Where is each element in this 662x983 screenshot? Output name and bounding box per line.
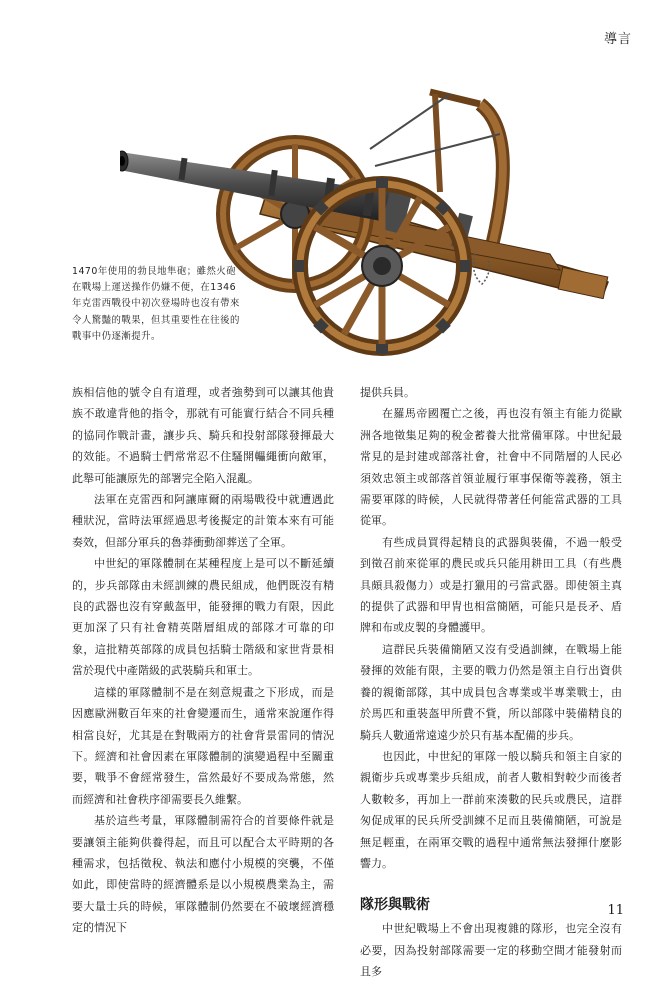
paragraph: 族相信他的號令自有道理，或者強勢到可以讓其他貴族不敢違背他的指令，那就有可能實行結合不同兵種的協同作戰計畫，讓步兵、騎兵和投射部隊發揮最大的效能。不過騎士們常常忍不住騷開轠繩衝向敵軍，此舉可能讓原先的部署完全陷入混亂。 xyxy=(72,386,334,485)
paragraph: 提供兵員。 xyxy=(360,386,415,399)
paragraph: 中世紀戰場上不會出現複雜的隊形，也完全沒有必要，因為投射部隊需要一定的移動空間才能發射而且多 xyxy=(360,922,622,979)
paragraph: 法軍在克雷西和阿讓庫爾的兩場戰役中就遭遇此種狀況，當時法軍經過思考後擬定的計策本來有可能奏效，但部分軍兵的魯莽衝動卻葬送了全軍。 xyxy=(72,493,334,549)
right-column xyxy=(360,382,622,983)
section-heading: 隊形與戰術 xyxy=(360,897,430,914)
page-number: 11 xyxy=(607,903,624,918)
paragraph: 這樣的軍隊體制不是在刻意規畫之下形成，而是因應歐洲數百年來的社會變遷而生，通常來說運作得相當良好，尤其是在對戰兩方的社會背景雷同的情況下。經濟和社會因素在軍隊體制的演變過程中至關重要，戰爭不會經常發生，當然最好不要成為常態，然而經濟和社會秩序卻需要長久維繫。 xyxy=(72,685,334,806)
paragraph: 中世紀的軍隊體制在某種程度上是可以不斷延續的，步兵部隊由未經訓練的農民組成，他們既沒有精良的武器也沒有穿戴盔甲，能發揮的戰力有限，因此更加深了只有社會精英階層組成的部隊才可靠的印象，這批精英部隊的成員包括騎士階級和家世背景相當於現代中產階級的武裝騎兵和軍士。 xyxy=(72,557,334,678)
paragraph: 這群民兵裝備簡陋又沒有受過訓練，在戰場上能發揮的效能有限，主要的戰力仍然是領主自行出資供養的親衛部隊，其中成員包含專業或半專業戰士，由於馬匹和重裝盔甲所費不貲，所以部隊中裝備精良的騎兵人數通常遠遠少於只有基本配備的步兵。 xyxy=(360,642,622,742)
paragraph: 在羅馬帝國覆亡之後，再也沒有領主有能力從歐洲各地徵集足夠的稅金蓄養大批常備軍隊。中世紀最常見的是封建或部落社會，社會中不同階層的人民必須效忠領主或部落首領並履行軍事保衛等義務，領主需要軍隊的時候，人民就得帶著任何能當武器的工具從軍。 xyxy=(360,407,622,528)
chapter-header: 導言 xyxy=(603,32,632,47)
figure-caption: 1470年使用的勃艮地隼砲；雖然火砲在戰場上運送操作仍嫌不便，在1346年克雷西戰役中初次登場時也沒有帶來令人驚豔的戰果，但其重要性在往後的戰事中仍逐漸提升。 xyxy=(72,266,240,342)
paragraph: 有些成員買得起精良的武器與裝備，不過一般受到徵召前來從軍的農民或兵只能用耕田工具（有些農具頗具殺傷力）或是打獵用的弓當武器。即使領主真的提供了武器和甲冑也相當簡陋，可能只是長矛、盾牌和布或皮製的身體護甲。 xyxy=(360,535,622,635)
paragraph: 也因此，中世紀的軍隊一般以騎兵和領主自家的親衛步兵或專業步兵組成，前者人數相對較少而後者人數較多，再加上一群前來湊數的民兵或農民，這群匆促成軍的民兵所受訓練不足而且裝備簡陋，可說是無足輕重，在兩軍交戰的過程中通常無法發揮什麼影響力。 xyxy=(360,749,622,870)
front-wheel xyxy=(294,178,470,354)
left-column xyxy=(72,382,334,939)
paragraph: 基於這些考量，軍隊體制需符合的首要條件就是要讓領主能夠供養得起，而且可以配合太平時期的各種需求，包括徵稅、執法和應付小規模的突襲，不僅如此，即使當時的經濟體系是以小規模農業為主，需要大量士兵的時候，軍隊體制仍然要在不破壞經濟穩定的情況下 xyxy=(72,814,334,935)
